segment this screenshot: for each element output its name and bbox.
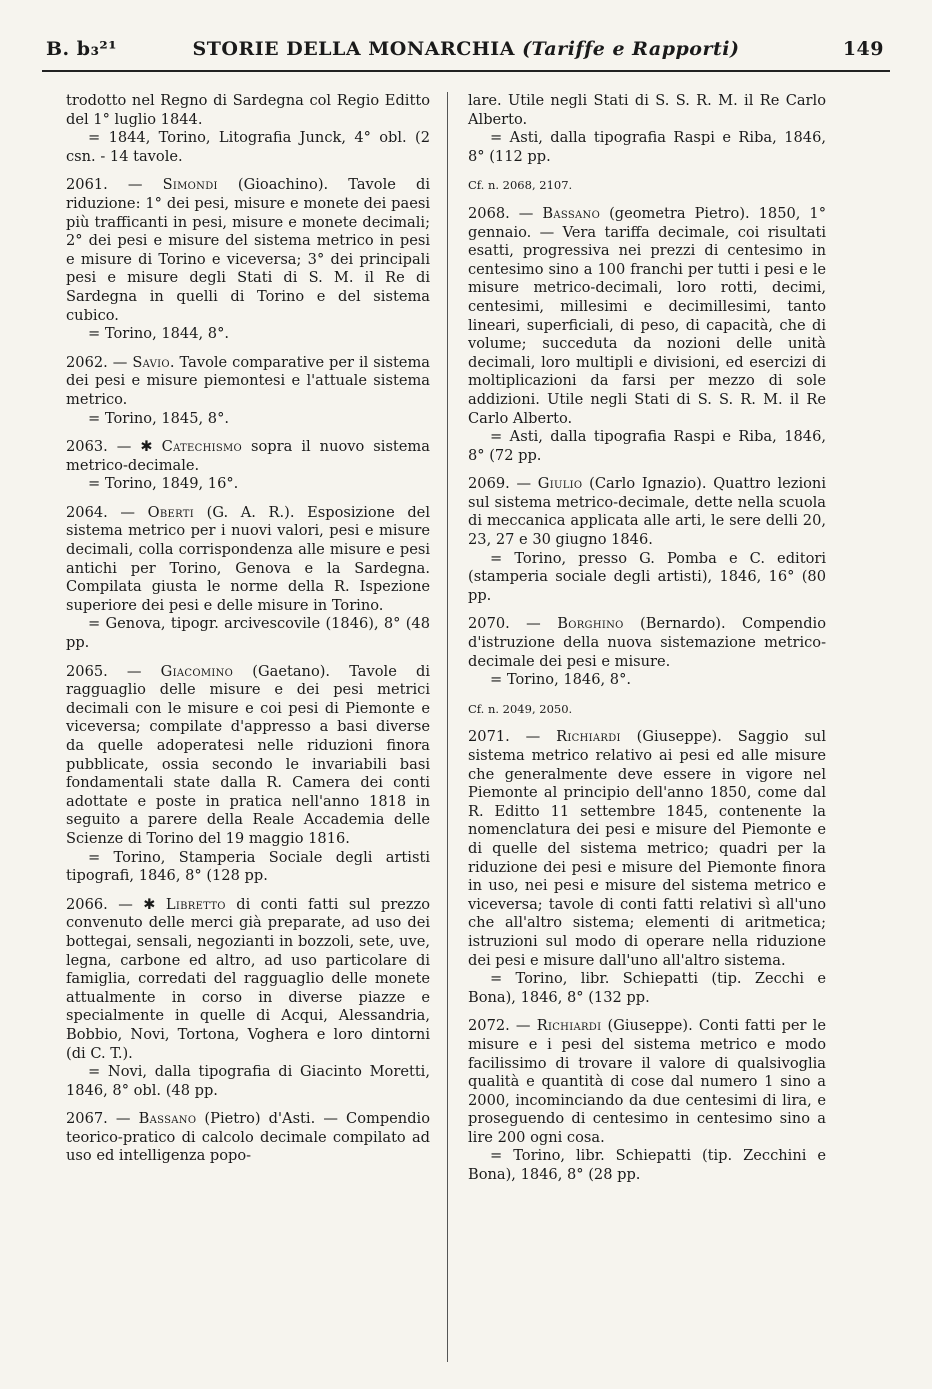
entry-number: 2064. — bbox=[66, 503, 148, 521]
entry-text: (Gioachino). Tavole di riduzione: 1° dei pesi, misure e monete dei paesi più trafficanti in pesi, misure e monete decimali; 2° dei pesi e misure del sistema metrico in pesi e misure di Torino e viceversa; 3° dei principali pesi e misure degli Stati di S. M. il Re di Sardegna in quelli di Torino e del sistema cubico. bbox=[66, 176, 430, 324]
entry-number: 2067. — bbox=[66, 1110, 139, 1128]
page-number: 149 bbox=[842, 38, 884, 60]
entry-imprint: = Torino, libr. Schiepatti (tip. Zecchini e Bona), 1846, 8° (28 pp. bbox=[468, 1147, 826, 1184]
entry-continued-right bbox=[468, 92, 826, 166]
entry-author: Bassano bbox=[542, 204, 601, 222]
entry-author: Richiardi bbox=[556, 728, 621, 746]
entry-imprint: = 1844, Torino, Litografia Junck, 4° obl. (2 csn. - 14 tavole. bbox=[66, 129, 430, 165]
entry-2066 bbox=[66, 896, 430, 1101]
entry-text: (Carlo Ignazio). Quattro lezioni sul sistema metrico-decimale, dette nella scuola di meccanica applicata alle arti, le sere delli 20, 23, 27 e 30 giugno 1846. bbox=[468, 475, 826, 549]
entry-2069 bbox=[468, 475, 826, 605]
entry-number: 2066. — ✱ bbox=[66, 895, 166, 913]
left-column bbox=[66, 92, 430, 1176]
entry-imprint: = Torino, libr. Schiepatti (tip. Zecchi e Bona), 1846, 8° (132 pp. bbox=[468, 970, 826, 1006]
entry-number: 2068. — bbox=[468, 204, 543, 222]
entry-imprint: = Asti, dalla tipografia Raspi e Riba, 1846, 8° (72 pp. bbox=[468, 428, 826, 464]
cross-reference: Cf. n. 2068, 2107. bbox=[468, 178, 573, 193]
running-title-main: STORIE DELLA MONARCHIA bbox=[192, 38, 523, 60]
entry-number: 2069. — bbox=[468, 475, 538, 493]
entry-text: sopra il nuovo sistema metrico-decimale. bbox=[66, 438, 430, 474]
cross-reference: Cf. n. 2049, 2050. bbox=[468, 701, 573, 716]
column-divider bbox=[447, 92, 448, 1362]
entry-number: 2063. — ✱ bbox=[66, 438, 162, 456]
entry-continued-left bbox=[66, 92, 430, 166]
entry-text: (G. A. R.). Esposizione del sistema metrico per i nuovi valori, pesi e misure decimali, colla corrispondenza alle misure e pesi antichi per Torino, Genova e la Sardegna. Compilata giusta le norme della R. Ispezione superiore dei pesi e delle misure in Torino. bbox=[66, 503, 430, 614]
entry-text: lare. Utile negli Stati di S. S. R. M. il Re Carlo Alberto. bbox=[468, 92, 826, 128]
entry-author: Simondi bbox=[162, 176, 218, 194]
entry-imprint: = Torino, presso G. Pomba e C. editori (stamperia sociale degli artisti), 1846, 16° (80 pp. bbox=[468, 549, 826, 604]
entry-imprint: = Torino, 1846, 8°. bbox=[490, 671, 631, 689]
entry-imprint: = Torino, 1845, 8°. bbox=[88, 409, 229, 427]
entry-imprint: = Torino, 1849, 16°. bbox=[88, 475, 239, 493]
entry-text: di conti fatti sul prezzo convenuto delle merci già preparate, ad uso dei bottegai, sensali, negozianti in bozzoli, sete, uve, legna, carbone ed altro, ad uso particolare di famiglia, corredati del ragguaglio delle monete attualmente in corso in diverse piazze e specialmente in quelle di Acqui, Alessandria, Bobbio, Novi, Tortona, Voghera e loro dintorni (di C. T.). bbox=[66, 895, 430, 1062]
entry-imprint: = Novi, dalla tipografia di Giacinto Moretti, 1846, 8° obl. (48 pp. bbox=[66, 1063, 430, 1099]
header-rule bbox=[42, 70, 890, 72]
entry-author: Oberti bbox=[147, 503, 195, 521]
entry-author: Catechismo bbox=[161, 438, 243, 456]
entry-2068 bbox=[468, 205, 826, 465]
entry-imprint: = Torino, Stamperia Sociale degli artisti tipografi, 1846, 8° (128 pp. bbox=[66, 848, 430, 885]
entry-imprint: = Torino, 1844, 8°. bbox=[88, 325, 229, 343]
entry-text: (geometra Pietro). 1850, 1° gennaio. — Vera tariffa decimale, coi risultati esatti, progressiva nei prezzi di centesimo in centesimo sino a 100 franchi per tutti i pesi e le misure metrico-decimali, loro rotti, decimi, centesimi, millesimi e decimillesimi, tanto lineari, superficiali, di peso, di capacità, che di volume; succeduta da nozioni delle unità decimali, loro multipli e divisioni, ed esercizi di moltiplicazioni da farsi per mezzo di sole addizioni. Utile negli Stati di S. S. R. M. il Re Carlo Alberto. bbox=[468, 204, 826, 427]
entry-2061 bbox=[66, 176, 430, 343]
entry-text: (Giuseppe). Conti fatti per le misure e i pesi del sistema metrico e modo facilissimo di trovare il valore di qualsivoglia qualità e quantità di cose dal numero 1 sino a 2000, incominciando da due centesimi di lira, e proseguendo di centesimo in centesimo sino a lire 200 ogni cosa. bbox=[468, 1017, 826, 1146]
entry-2064 bbox=[66, 504, 430, 653]
entry-author: Bassano bbox=[138, 1110, 197, 1128]
signature-mark: B. b₃²¹ bbox=[46, 38, 118, 60]
entry-author: Giacomino bbox=[160, 662, 234, 680]
entry-author: Borghino bbox=[557, 615, 624, 633]
page-header bbox=[42, 34, 890, 66]
entry-number: 2071. — bbox=[468, 728, 557, 746]
entry-author: Giulio bbox=[537, 475, 583, 493]
entry-author: Savio bbox=[132, 353, 170, 371]
entry-imprint: = Genova, tipogr. arcivescovile (1846), 8° (48 pp. bbox=[66, 615, 430, 652]
running-title-italic: (Tariffe e Rapporti) bbox=[522, 38, 740, 60]
entry-number: 2061. — bbox=[66, 176, 163, 194]
entry-text: (Pietro) d'Asti. — Compendio teorico-pratico di calcolo decimale compilato ad uso ed intelligenza popo- bbox=[66, 1110, 430, 1165]
entry-number: 2065. — bbox=[66, 662, 161, 680]
entry-author: Libretto bbox=[165, 895, 226, 913]
entry-text: (Gaetano). Tavole di ragguaglio delle misure e dei pesi metrici decimali con le misure e coi pesi di Piemonte e viceversa; compilate d'appresso a basi diverse da quelle adoperatesi nelle riduzioni finora pubblicate, ossia secondo le invariabili basi fondamentali state dalla R. Camera dei conti adottate e poste in pratica nell'anno 1818 in seguito a parere della Reale Accademia delle Scienze di Torino del 19 maggio 1816. bbox=[66, 662, 430, 847]
entry-2065 bbox=[66, 663, 430, 886]
entry-imprint: = Asti, dalla tipografia Raspi e Riba, 1846, 8° (112 pp. bbox=[468, 129, 826, 165]
entry-text: (Bernardo). Compendio d'istruzione della nuova sistemazione metrico-decimale dei pesi e misure. bbox=[468, 615, 826, 670]
entry-2062 bbox=[66, 354, 430, 428]
entry-2072 bbox=[468, 1017, 826, 1184]
entry-text: trodotto nel Regno di Sardegna col Regio Editto del 1° luglio 1844. bbox=[66, 92, 430, 128]
entry-2070 bbox=[468, 615, 826, 689]
entry-2067 bbox=[66, 1110, 430, 1166]
entry-number: 2062. — bbox=[66, 353, 133, 371]
entry-2071 bbox=[468, 728, 826, 1007]
entry-2063 bbox=[66, 438, 430, 494]
entry-author: Richiardi bbox=[536, 1017, 602, 1035]
entry-text: . Tavole comparative per il sistema dei pesi e misure piemontesi e l'attuale sistema metrico. bbox=[66, 353, 430, 408]
right-column bbox=[468, 92, 826, 1195]
running-title bbox=[42, 38, 890, 60]
entry-text: (Giuseppe). Saggio sul sistema metrico relativo ai pesi ed alle misure che generalmente deve essere in vigore nel Piemonte al principio dell'anno 1850, come dal R. Editto 11 settembre 1845, contenente la nomenclatura dei pesi e misure del Piemonte e di quelle del sistema metrico; quadri per la riduzione dei pesi e misure del Piemonte finora in uso, nei pesi e misure del sistema metrico e viceversa; tavole di conti fatti relativi sì all'uno che all'altro sistema; elementi di aritmetica; istruzioni sul modo di operare nella riduzione dei pesi e misure dall'uno all'altro sistema. bbox=[468, 728, 826, 969]
entry-number: 2072. — bbox=[468, 1017, 537, 1035]
entry-number: 2070. — bbox=[468, 615, 558, 633]
